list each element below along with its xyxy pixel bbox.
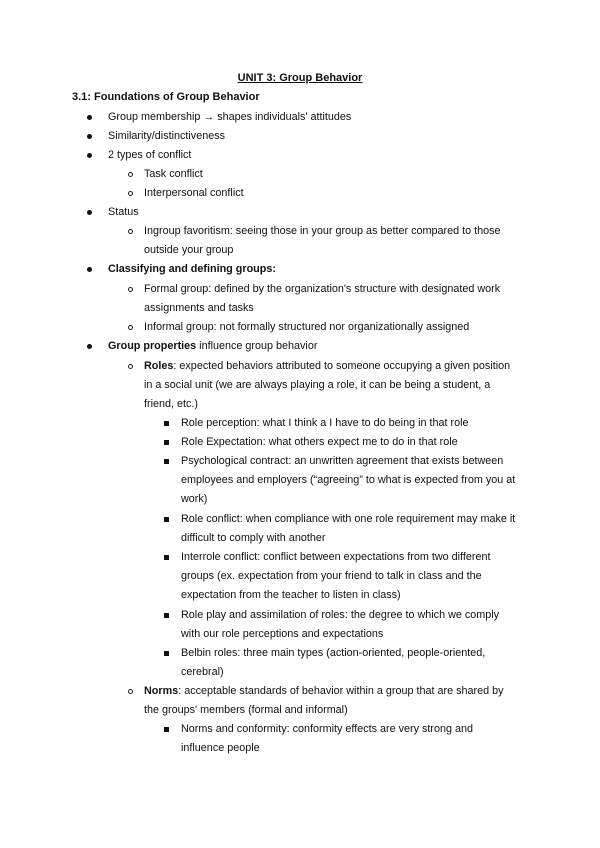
bullet-circle [128,229,133,234]
list-item [108,339,317,353]
list-item: Norms and conformity: conformity effects are very strong and [181,723,474,735]
list-item: Formal group: defined by the organization's structure with designated work [144,283,501,295]
bold-term: Roles [144,360,174,372]
list-item-continuation: outside your group [144,244,234,256]
list-item-continuation: groups (ex. expectation from your friend to talk in class and the [181,570,482,582]
list-item-continuation: assignments and tasks [144,302,254,314]
list-item [144,684,504,698]
list-item: Role play and assimilation of roles: the degree to which we comply [181,609,500,621]
list-item: Interrole conflict: conflict between expectations from two different [181,551,491,563]
list-item: Group membership → shapes individuals' attitudes [108,111,352,123]
bullet-square [164,555,169,560]
list-item: Role Expectation: what others expect me to do in that role [181,436,458,448]
term-description: : acceptable standards of behavior within a group that are shared by [178,685,504,697]
bullet-square [164,440,169,445]
bullet-square [164,727,169,732]
bullet-dot [87,115,92,120]
bullet-square [164,421,169,426]
bullet-circle [128,325,133,330]
list-item-continuation: influence people [181,742,260,754]
list-item: Similarity/distinctiveness [108,130,225,142]
bullet-square [164,517,169,522]
list-item-continuation: expectation from the teacher to listen in class) [181,589,401,601]
list-item-continuation: employees and employers (“agreeing” to what is expected from you at [181,474,516,486]
list-item-continuation: friend, etc.) [144,398,199,410]
term-description: influence group behavior [196,340,318,352]
list-item: Role conflict: when compliance with one role requirement may make it [181,513,516,525]
list-item: Status [108,206,139,218]
bullet-square [164,459,169,464]
list-item-continuation: the groups' members (formal and informal) [144,704,348,716]
bullet-circle [128,689,133,694]
list-item: Interpersonal conflict [144,187,244,199]
list-item-continuation: cerebral) [181,666,224,678]
list-item-continuation: difficult to comply with another [181,532,326,544]
list-item-continuation: in a social unit (we are always playing a role, it can be being a student, a [144,379,491,391]
bullet-circle [128,364,133,369]
term-description: : expected behaviors attributed to someone occupying a given position [173,360,511,372]
list-item-continuation: work) [181,493,208,505]
list-item: Classifying and defining groups: [108,263,276,275]
bold-term: Norms [144,685,179,697]
list-item [144,359,510,373]
bullet-circle [128,287,133,292]
section-heading: 3.1: Foundations of Group Behavior [72,91,260,103]
bullet-dot [87,134,92,139]
list-item: Role perception: what I think a I have to do being in that role [181,417,469,429]
bullet-dot [87,344,92,349]
bullet-circle [128,191,133,196]
list-item: Task conflict [144,168,203,180]
bullet-square [164,613,169,618]
bullet-dot [87,153,92,158]
bullet-circle [128,172,133,177]
list-item: 2 types of conflict [108,149,192,161]
list-item: Psychological contract: an unwritten agreement that exists between [181,455,504,467]
bullet-square [164,651,169,656]
list-item: Belbin roles: three main types (action-oriented, people-oriented, [181,647,486,659]
bullet-dot [87,210,92,215]
list-item-continuation: with our role perceptions and expectations [181,628,384,640]
page-title: UNIT 3: Group Behavior [237,72,363,84]
list-item: Ingroup favoritism: seeing those in your group as better compared to those [144,225,501,237]
list-item: Informal group: not formally structured nor organizationally assigned [144,321,470,333]
bold-term: Group properties [108,340,197,352]
bullet-dot [87,267,92,272]
